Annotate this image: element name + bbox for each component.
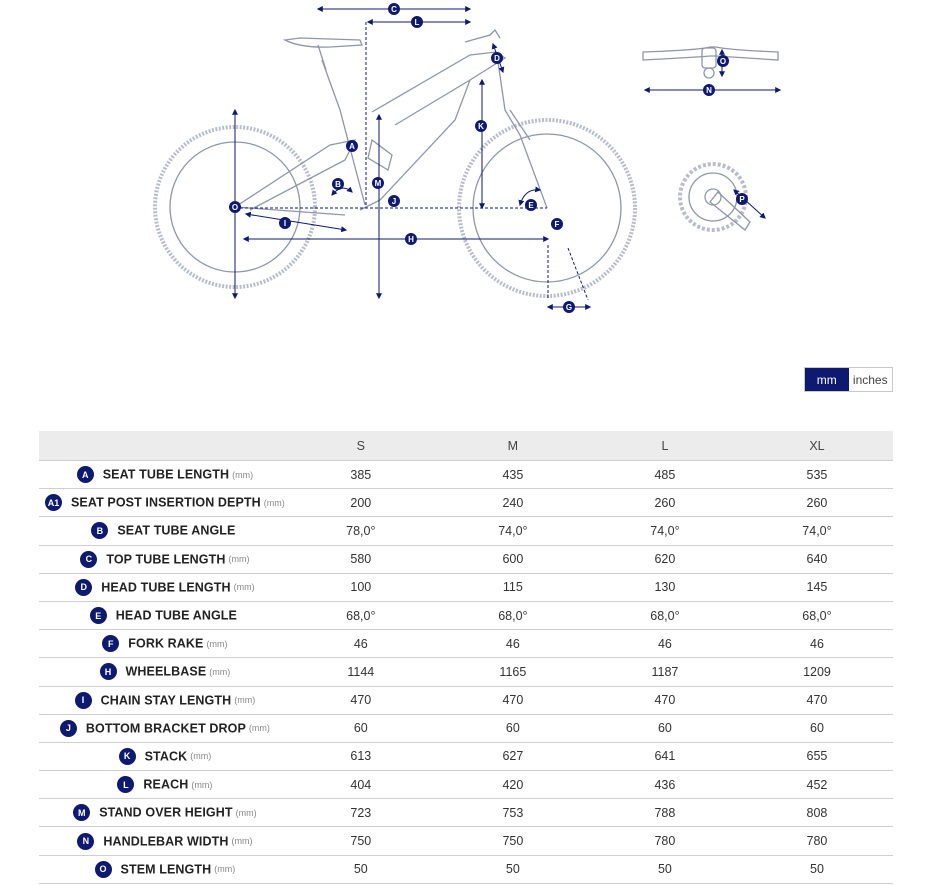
measurement-name: SEAT POST INSERTION DEPTH — [71, 495, 261, 510]
svg-text:G: G — [565, 303, 573, 312]
measurement-unit: (mm) — [233, 582, 255, 593]
marker-c — [388, 3, 400, 15]
shock — [368, 140, 392, 170]
value-cell: 420 — [437, 771, 589, 799]
value-cell: 600 — [437, 545, 589, 573]
value-cell: 1144 — [285, 658, 437, 686]
value-cell: 50 — [437, 855, 589, 883]
svg-text:J: J — [391, 197, 397, 206]
marker-f — [551, 218, 563, 230]
svg-text:N: N — [706, 86, 712, 95]
handlebar-diagram — [643, 47, 778, 78]
measurement-name: STACK — [144, 749, 188, 764]
marker-d — [491, 52, 503, 64]
measurement-unit: (mm) — [190, 751, 212, 762]
measurement-name: STEM LENGTH — [120, 862, 212, 877]
measurement-name: CHAIN STAY LENGTH — [100, 693, 232, 708]
row-label — [39, 461, 285, 489]
value-cell: 60 — [285, 714, 437, 742]
marker-k — [475, 120, 487, 132]
measurement-unit: (mm) — [214, 864, 236, 875]
table-row — [39, 461, 893, 489]
value-cell: 385 — [285, 461, 437, 489]
measurement-name: HEAD TUBE ANGLE — [115, 608, 237, 623]
measurement-code-badge: I — [75, 692, 92, 709]
value-cell: 470 — [285, 686, 437, 714]
measurement-unit: (mm) — [232, 469, 254, 480]
measurement-code-badge: F — [102, 635, 119, 652]
table-row — [39, 658, 893, 686]
measurement-name: REACH — [143, 777, 189, 792]
value-cell: 750 — [437, 827, 589, 855]
marker-h — [405, 233, 417, 245]
value-cell: 613 — [285, 742, 437, 770]
svg-text:B: B — [335, 180, 341, 189]
measurement-unit: (mm) — [235, 807, 257, 818]
value-cell: 68,0° — [741, 601, 893, 629]
value-cell: 640 — [741, 545, 893, 573]
value-cell: 60 — [437, 714, 589, 742]
value-cell: 46 — [741, 630, 893, 658]
table-row — [39, 714, 893, 742]
marker-j — [388, 195, 400, 207]
measurement-code-badge: E — [90, 607, 107, 624]
svg-text:O: O — [231, 203, 239, 212]
value-cell: 115 — [437, 573, 589, 601]
value-cell: 74,0° — [589, 517, 741, 545]
saddle — [285, 38, 362, 47]
value-cell: 808 — [741, 799, 893, 827]
value-cell: 435 — [437, 461, 589, 489]
svg-text:F: F — [554, 220, 560, 229]
value-cell: 74,0° — [741, 517, 893, 545]
header-size-xl: XL — [741, 431, 893, 461]
measurement-code-badge: A1 — [45, 494, 62, 511]
measurement-name: HEAD TUBE LENGTH — [101, 580, 231, 595]
measurement-code-badge: C — [80, 551, 97, 568]
marker-e — [525, 199, 537, 211]
measurement-name: STAND OVER HEIGHT — [99, 805, 233, 820]
value-cell: 130 — [589, 573, 741, 601]
value-cell: 627 — [437, 742, 589, 770]
row-label — [39, 714, 285, 742]
value-cell: 50 — [741, 855, 893, 883]
marker-p — [736, 193, 748, 205]
table-row — [39, 517, 893, 545]
table-row — [39, 799, 893, 827]
row-label — [39, 517, 285, 545]
svg-text:E: E — [528, 201, 534, 210]
svg-text:D: D — [494, 54, 500, 63]
row-label — [39, 601, 285, 629]
measurement-unit: (mm) — [209, 666, 231, 677]
value-cell: 46 — [437, 630, 589, 658]
value-cell: 145 — [741, 573, 893, 601]
value-cell: 641 — [589, 742, 741, 770]
measurement-unit: (mm) — [234, 695, 256, 706]
measurement-unit: (mm) — [191, 779, 213, 790]
value-cell: 68,0° — [285, 601, 437, 629]
svg-text:A: A — [349, 142, 355, 151]
value-cell: 470 — [741, 686, 893, 714]
value-cell: 470 — [437, 686, 589, 714]
row-label — [39, 630, 285, 658]
marker-i — [279, 217, 291, 229]
measurement-code-badge: O — [95, 861, 112, 878]
measurement-unit: (mm) — [263, 497, 285, 508]
measurement-unit: (mm) — [248, 723, 270, 734]
svg-text:K: K — [478, 122, 484, 131]
value-cell: 68,0° — [437, 601, 589, 629]
marker-g — [563, 301, 575, 313]
measurement-name: WHEELBASE — [125, 664, 207, 679]
measurement-code-badge: M — [73, 804, 90, 821]
value-cell: 78,0° — [285, 517, 437, 545]
measurement-markers — [229, 3, 748, 313]
table-row — [39, 630, 893, 658]
row-label — [39, 573, 285, 601]
measurement-unit: (mm) — [206, 638, 228, 649]
measurement-name: FORK RAKE — [128, 636, 204, 651]
bike-geometry-diagram — [0, 0, 926, 340]
measurement-code-badge: N — [77, 833, 94, 850]
value-cell: 50 — [589, 855, 741, 883]
value-cell: 74,0° — [437, 517, 589, 545]
svg-text:O: O — [719, 57, 727, 66]
row-label — [39, 545, 285, 573]
unit-mm-button[interactable]: mm — [805, 368, 849, 391]
table-header-row — [39, 431, 893, 461]
value-cell: 723 — [285, 799, 437, 827]
value-cell: 753 — [437, 799, 589, 827]
measurement-code-badge: B — [91, 522, 108, 539]
value-cell: 46 — [589, 630, 741, 658]
header-size-l: L — [589, 431, 741, 461]
value-cell: 535 — [741, 461, 893, 489]
measurement-lines — [235, 9, 780, 307]
measurement-name: BOTTOM BRACKET DROP — [85, 721, 246, 736]
header-size-m: M — [437, 431, 589, 461]
header-blank — [39, 431, 285, 461]
value-cell: 68,0° — [589, 601, 741, 629]
measurement-name: SEAT TUBE LENGTH — [102, 467, 230, 482]
unit-toggle — [804, 367, 893, 392]
value-cell: 240 — [437, 489, 589, 517]
svg-text:C: C — [391, 5, 397, 14]
value-cell: 1187 — [589, 658, 741, 686]
row-label — [39, 855, 285, 883]
table-row — [39, 771, 893, 799]
row-label — [39, 799, 285, 827]
table-row — [39, 545, 893, 573]
table-row — [39, 855, 893, 883]
value-cell: 46 — [285, 630, 437, 658]
table-row — [39, 573, 893, 601]
svg-text:L: L — [414, 18, 420, 27]
geometry-table — [39, 431, 893, 884]
value-cell: 260 — [589, 489, 741, 517]
stem-bar — [465, 30, 500, 42]
measurement-name: TOP TUBE LENGTH — [106, 552, 226, 567]
value-cell: 260 — [741, 489, 893, 517]
measurement-code-badge: K — [119, 748, 136, 765]
svg-text:I: I — [283, 219, 287, 228]
measurement-code-badge: J — [60, 720, 77, 737]
table-row — [39, 601, 893, 629]
measurement-unit: (mm) — [228, 554, 250, 565]
value-cell: 655 — [741, 742, 893, 770]
value-cell: 788 — [589, 799, 741, 827]
marker-a — [346, 140, 358, 152]
marker-b — [332, 178, 344, 190]
measurement-code-badge: L — [117, 776, 134, 793]
row-label — [39, 658, 285, 686]
value-cell: 620 — [589, 545, 741, 573]
value-cell: 452 — [741, 771, 893, 799]
marker-m — [372, 177, 384, 189]
row-label — [39, 827, 285, 855]
header-size-s: S — [285, 431, 437, 461]
measurement-name: HANDLEBAR WIDTH — [103, 834, 229, 849]
value-cell: 470 — [589, 686, 741, 714]
table-row — [39, 489, 893, 517]
value-cell: 1165 — [437, 658, 589, 686]
marker-o — [717, 55, 729, 67]
value-cell: 60 — [589, 714, 741, 742]
value-cell: 780 — [589, 827, 741, 855]
value-cell: 60 — [741, 714, 893, 742]
marker-o-bike — [229, 201, 241, 213]
measurement-code-badge: H — [100, 663, 117, 680]
table-row — [39, 742, 893, 770]
measurement-code-badge: D — [75, 579, 92, 596]
svg-text:P: P — [739, 195, 745, 204]
value-cell: 750 — [285, 827, 437, 855]
value-cell: 200 — [285, 489, 437, 517]
unit-inches-button[interactable]: inches — [849, 368, 893, 391]
row-label — [39, 686, 285, 714]
value-cell: 404 — [285, 771, 437, 799]
down-tube — [360, 80, 470, 210]
marker-n — [703, 84, 715, 96]
value-cell: 1209 — [741, 658, 893, 686]
measurement-unit: (mm) — [231, 836, 253, 847]
table-row — [39, 686, 893, 714]
bike-drawing — [155, 30, 635, 296]
row-label — [39, 771, 285, 799]
row-label — [39, 742, 285, 770]
seat-post — [318, 45, 326, 70]
table-row — [39, 827, 893, 855]
row-label — [39, 489, 285, 517]
value-cell: 436 — [589, 771, 741, 799]
svg-text:M: M — [374, 179, 382, 188]
top-tube — [372, 52, 505, 125]
value-cell: 580 — [285, 545, 437, 573]
value-cell: 100 — [285, 573, 437, 601]
value-cell: 485 — [589, 461, 741, 489]
measurement-code-badge: A — [77, 466, 94, 483]
value-cell: 50 — [285, 855, 437, 883]
measurement-name: SEAT TUBE ANGLE — [117, 523, 236, 538]
svg-text:H: H — [408, 235, 414, 244]
marker-l — [411, 16, 423, 28]
value-cell: 780 — [741, 827, 893, 855]
